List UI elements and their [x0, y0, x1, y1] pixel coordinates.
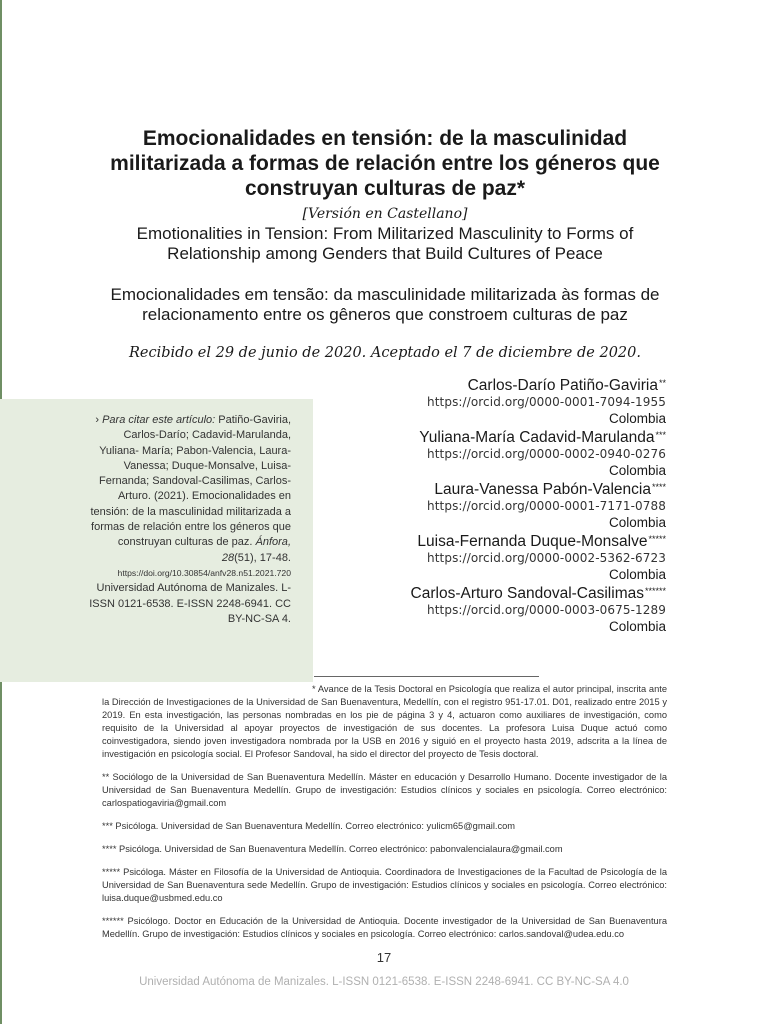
orcid-link[interactable]: https://orcid.org/0000-0002-0940-0276 [427, 447, 666, 461]
author-country: Colombia [608, 619, 666, 634]
article-title-spanish: Emocionalidades en tensión: de la masculinidad militarizada a formas de relación entre los géneros que construyan culturas de paz* [110, 127, 660, 200]
footnote: **** Psicóloga. Universidad de San Buenaventura Medellín. Correo electrónico: pabonvalencialaura@gmail.com [102, 844, 563, 854]
citation-reference: Patiño-Gaviria, Carlos-Darío; Cadavid-Marulanda, Yuliana- María; Pabon-Valencia, Laura-Vanessa; Duque-Monsalve, Luisa-Fernanda; Sandoval-Casilimas, Carlos-Arturo. (2021). Emocionalidades en tensión: de la masculinidad militarizada a formas de relación entre los géneros que construyan culturas de paz. [90, 414, 291, 549]
page-number: 17 [376, 950, 392, 965]
citation-volume: , 28 [221, 536, 291, 564]
received-accepted-dates: Recibido el 29 de junio de 2020. Aceptado el 7 de diciembre de 2020. [129, 345, 641, 361]
citation-issue-pages: (51), 17-48. [234, 551, 291, 564]
footnote-mark: **** [651, 482, 666, 492]
orcid-link[interactable]: https://orcid.org/0000-0001-7171-0788 [427, 499, 666, 513]
author-country: Colombia [608, 515, 666, 530]
footnote: ****** Psicólogo. Doctor en Educación de la Universidad de Antioquia. Docente investigador de la Universidad de San Buenaventura Medellín. Grupo de investigación: Estudios clínicos y sociales en psicología. Correo electrónico: carlos.sandoval@udea.edu.co [102, 916, 667, 939]
footnote-separator [314, 676, 539, 677]
author-country: Colombia [608, 567, 666, 582]
author-name: Carlos-Arturo Sandoval-Casilimas****** [410, 585, 666, 602]
citation-arrow: › [95, 414, 103, 426]
footnote: ***** Psicóloga. Máster en Filosofía de la Universidad de Antioquia. Coordinadora de Investigaciones de la Facultad de Psicología de la Universidad de San Buenaventura sede Medellín. Grupo de investigación: Estudios clínicos y sociales en psicología. Correo electrónico: luisa.duque@usbmed.edu.co [102, 867, 667, 903]
footnote-mark: *** [655, 430, 666, 440]
author-name: Luisa-Fernanda Duque-Monsalve***** [417, 533, 666, 550]
version-note: [Versión en Castellano] [302, 206, 468, 222]
citation-journal: Ánfora [255, 536, 288, 549]
orcid-link[interactable]: https://orcid.org/0000-0003-0675-1289 [427, 603, 666, 617]
citation-doi-link[interactable]: https://doi.org/10.30854/anfv28.n51.2021.720 [117, 567, 291, 578]
footnotes [102, 683, 667, 951]
orcid-link[interactable]: https://orcid.org/0000-0001-7094-1955 [427, 395, 666, 409]
footnote-mark: ****** [644, 586, 666, 596]
article-title-portuguese: Emocionalidades em tensão: da masculinidade militarizada às formas de relacionamento entre os gêneros que constroem culturas de paz [110, 285, 660, 324]
citation-label: Para citar este artículo: [102, 414, 216, 426]
footnote-mark: ***** [648, 534, 666, 544]
page-footer: Universidad Autónoma de Manizales. L-ISSN 0121-6538. E-ISSN 2248-6941. CC BY-NC-SA 4.0 [139, 976, 629, 988]
orcid-link[interactable]: https://orcid.org/0000-0002-5362-6723 [427, 551, 666, 565]
article-title-english: Emotionalities in Tension: From Militarized Masculinity to Forms of Relationship among Genders that Build Cultures of Peace [136, 224, 634, 263]
citation-text [86, 413, 291, 627]
footnote: ** Sociólogo de la Universidad de San Buenaventura Medellín. Máster en educación y Desarrollo Humano. Docente investigador de la Universidad de San Buenaventura Medellín. Grupo de investigación: Estudios clínicos y sociales en psicología. Correo electrónico: carlospatiogaviria@gmail.com [102, 772, 667, 808]
footnote-mark: ** [658, 378, 666, 388]
author-name: Yuliana-María Cadavid-Marulanda*** [419, 429, 666, 446]
citation-publisher: Universidad Autónoma de Manizales. L-ISSN 0121-6538. E-ISSN 2248-6941. CC BY-NC-SA 4. [89, 582, 291, 625]
footnote: * Avance de la Tesis Doctoral en Psicología que realiza el autor principal, inscrita ante la Dirección de Investigaciones de la Universidad de San Buenaventura, Medellín, con el registro 951-17.01. D01, realizado entre 2015 y 2019. En esta investigación, las personas nombradas en los pie de página 3 y 4, actuaron como auxiliares de investigación, como requisito de la Universidad al apoyar proyectos de investigación de sus docentes. La profesora Luisa Duque actuó como coinvestigadora, siendo joven investigadora nombrada por la USB en 2016 y siguió en el proyecto hasta 2019, adscrita a la línea de investigación en psicología social. El Profesor Sandoval, ha sido el director del proyecto de Tesis doctoral. [102, 684, 667, 759]
footnote: *** Psicóloga. Universidad de San Buenaventura Medellín. Correo electrónico: yulicm65@gmail.com [102, 821, 516, 831]
citation-box [0, 399, 313, 682]
author-country: Colombia [608, 411, 666, 426]
author-name: Carlos-Darío Patiño-Gaviria** [467, 377, 666, 394]
author-name: Laura-Vanessa Pabón-Valencia**** [434, 481, 666, 498]
author-country: Colombia [608, 463, 666, 478]
